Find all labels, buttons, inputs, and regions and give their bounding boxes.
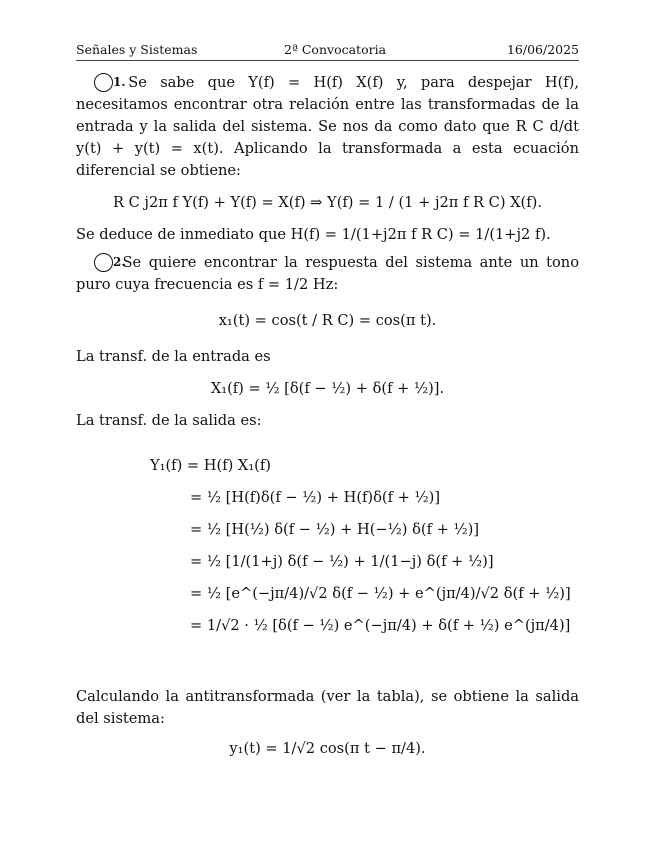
derivation-row: = ½ [1/(1+j) δ(f − ½) + 1/(1−j) δ(f + ½)]: [190, 553, 494, 570]
transf-input-label: La transf. de la entrada es: [76, 348, 271, 365]
document-body: [76, 72, 579, 432]
header-date: 16/06/2025: [506, 42, 579, 57]
header-course: Señales y Sistemas: [76, 42, 198, 57]
section-2-text: Se quiere encontrar la respuesta del sistema ante un tono puro cuya frecuencia es f = 1/2 Hz:: [76, 254, 579, 293]
output-derivation: [150, 450, 571, 642]
equation-1: R C j2π f Y(f) + Y(f) = X(f) ⇒ Y(f) = 1 / (1 + j2π f R C) X(f).: [113, 194, 542, 211]
section-2-number: 2.: [94, 253, 113, 272]
equation-x1: x₁(t) = cos(t / R C) = cos(π t).: [218, 312, 437, 329]
derivation-row: = ½ [H(½) δ(f − ½) + H(−½) δ(f + ½)]: [190, 521, 480, 538]
page-header: [76, 42, 579, 61]
derivation-row: Y₁(f) = H(f) X₁(f): [150, 457, 271, 474]
section-1-paragraph: [76, 72, 579, 182]
equation-y1: y₁(t) = 1/√2 cos(π t − π/4).: [229, 740, 426, 757]
section-1-text: Se sabe que Y(f) = H(f) X(f) y, para despejar H(f), necesitamos encontrar otra relación entre las transformadas de la entrada y la salida del sistema. Se nos da como dato que R C d/dt y(t) + y(t) = x(t). Aplicando la transformada a esta ecuación diferencial se obtiene:: [76, 74, 579, 179]
derivation-row: = ½ [e^(−jπ/4)/√2 δ(f − ½) + e^(jπ/4)/√2 δ(f + ½)]: [190, 585, 571, 602]
conclusion-paragraph: Calculando la antitransformada (ver la tabla), se obtiene la salida del sistema:: [76, 688, 579, 727]
section-2-paragraph: [76, 252, 579, 296]
header-session: 2ª Convocatoria: [284, 42, 387, 57]
conclusion-block: [76, 686, 579, 760]
equation-X1: X₁(f) = ½ [δ(f − ½) + δ(f + ½)].: [210, 380, 445, 397]
transf-output-label: La transf. de la salida es:: [76, 412, 262, 429]
derivation-row: = 1/√2 · ½ [δ(f − ½) e^(−jπ/4) + δ(f + ½) e^(jπ/4)]: [190, 617, 571, 634]
derivation-row: = ½ [H(f)δ(f − ½) + H(f)δ(f + ½)]: [190, 489, 441, 506]
section-1-number: 1.: [94, 73, 113, 92]
deduce-paragraph: Se deduce de inmediato que H(f) = 1/(1+j2π f R C) = 1/(1+j2 f).: [76, 226, 551, 243]
